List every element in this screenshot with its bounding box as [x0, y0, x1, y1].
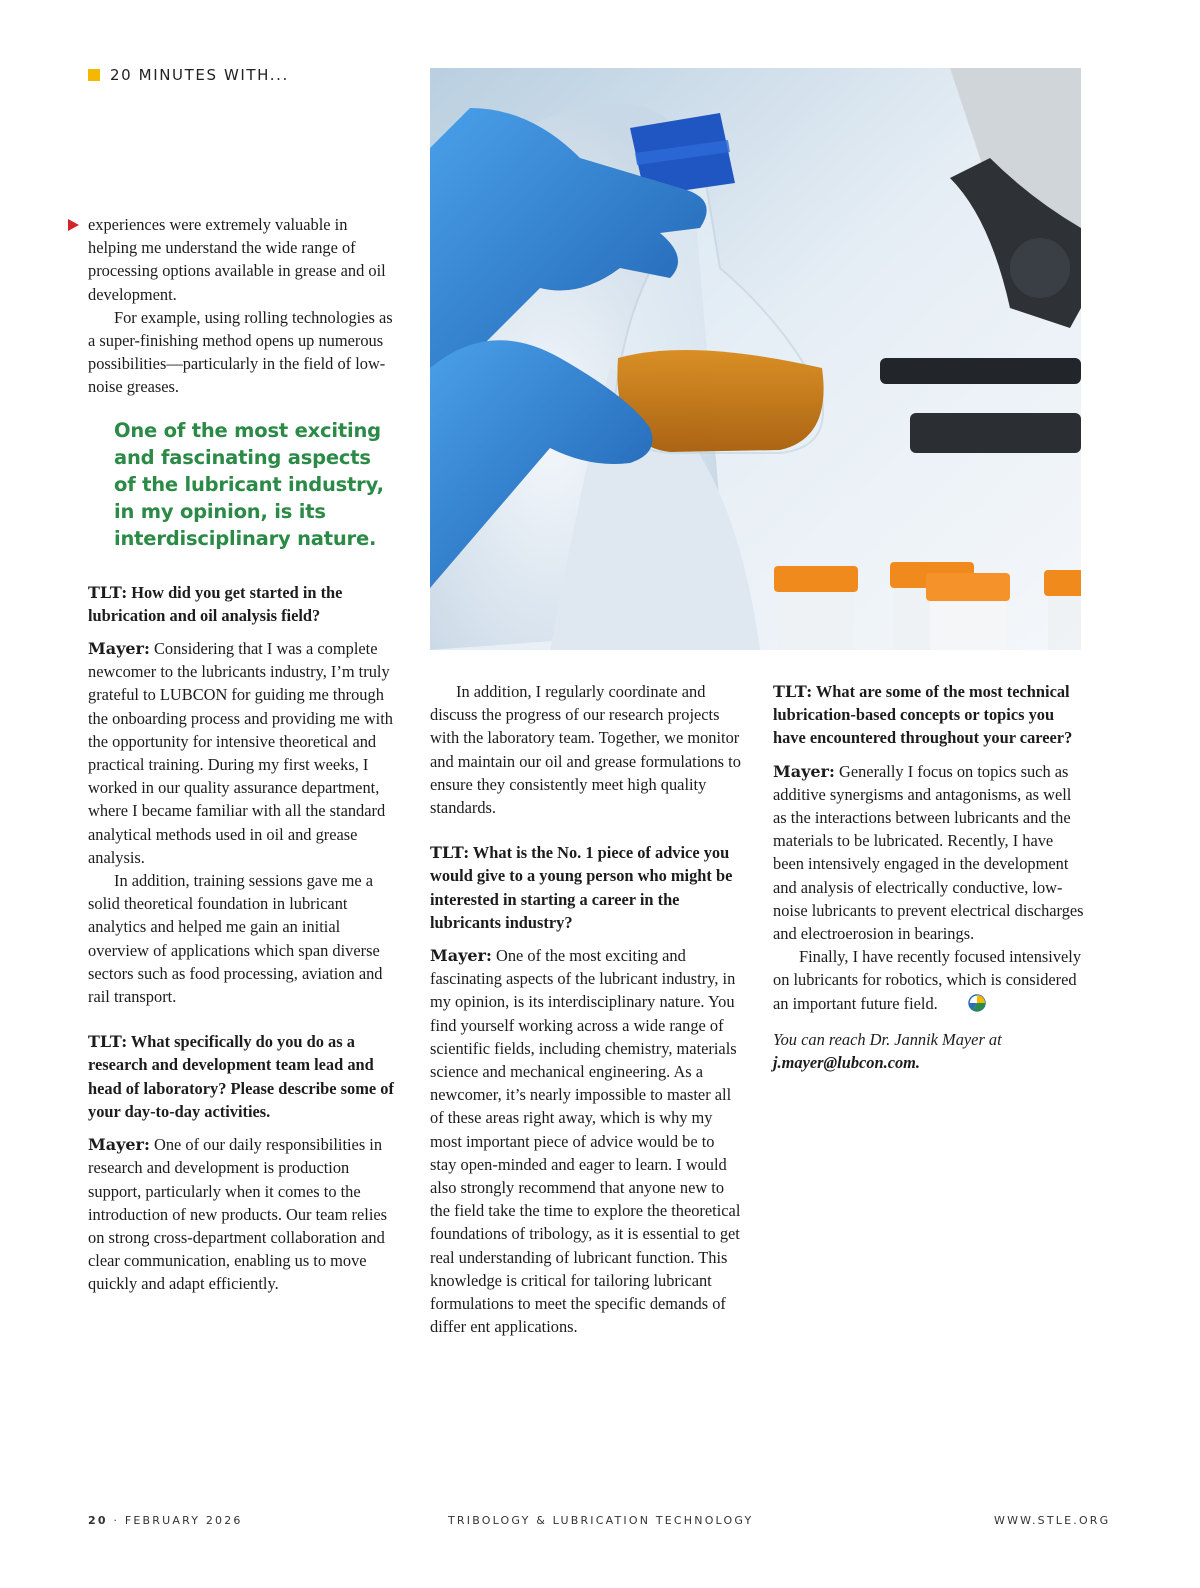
answer [88, 637, 400, 869]
answer [430, 944, 742, 1338]
magazine-name: TRIBOLOGY & LUBRICATION TECHNOLOGY [448, 1514, 754, 1527]
website-link[interactable]: WWW.STLE.ORG [994, 1514, 1111, 1527]
section-label-text: 20 MINUTES WITH... [110, 66, 289, 84]
lab-flask-photo [430, 68, 1081, 650]
question [430, 841, 742, 934]
question [773, 680, 1085, 750]
column-2 [430, 680, 742, 1338]
speaker-tlt: TLT: [430, 843, 470, 863]
paragraph: For example, using rolling technologies as a super-finishing method opens up numerous possibilities—particularly in the field of low-noise greases. [88, 307, 393, 397]
section-square-icon [88, 69, 100, 81]
section-label [88, 66, 289, 84]
speaker-mayer: Mayer: [773, 761, 835, 781]
answer-text: Generally I focus on topics such as additive synergisms and antagonisms, as well as the interactions between lubricants and the materials to be lubricated. Recently, I have been intensively engaged in the development and analysis of electrically conductive, low-noise lubricants to prevent electrical discharges and electroerosion in bearings. [773, 761, 1084, 944]
paragraph: In addition, I regularly coordinate and discuss the progress of our research projects with the laboratory team. Together, we monitor and maintain our oil and grease formulations to ensure they consistently meet high quality standards. [430, 682, 741, 818]
answer-text: One of our daily responsibilities in research and development is production support, particularly when it comes to the introduction of new products. Our team relies on strong cross-department collaboration and clear communication, enabling us to move quickly and adapt efficiently. [88, 1135, 388, 1294]
continued-arrow-icon [68, 219, 79, 231]
column-1 [88, 213, 400, 1296]
speaker-mayer: Mayer: [88, 1135, 150, 1155]
paragraph-text: Finally, I have recently focused intensively on lubricants for robotics, which is considered an important future field. [773, 947, 1082, 1013]
question [88, 581, 400, 627]
footer-left [88, 1514, 243, 1527]
speaker-tlt: TLT: [773, 682, 813, 701]
answer [88, 1133, 400, 1295]
answer-text: One of the most exciting and fascinating aspects of the lubricant industry, in my opinion, is its interdisciplinary nature. You find yourself working across a wide range of scientific fields, including chemistry, materials science and mechanical engineering. As a newcomer, it’s nearly impossible to master all of these areas right away, which is why my most important piece of advice would be to stay open-minded and eager to learn. I would also strongly recommend that anyone new to the field take the time to explore the theoretical foundations of tribology, as it is essential to get real understanding of lubricant function. This knowledge is critical for tailoring lubricant formulations to meet the specific demands of differ ent applications. [430, 946, 741, 1337]
contact-text: You can reach Dr. Jannik Mayer at [773, 1029, 1002, 1049]
answer-text: Considering that I was a complete newcomer to the lubricants industry, I’m truly grateful to LUBCON for guiding me through the onboarding process and providing me with the opportunity for intensive theoretical and practical training. During my first weeks, I worked in our quality assurance department, where I became familiar with all the standard analytical methods used in oil and grease analysis. [88, 639, 393, 867]
question-text: What specifically do you do as a research and development team lead and head of laboratory? Please describe some of your day-to-day activities. [88, 1032, 394, 1121]
contact-email[interactable]: j.mayer@lubcon.com. [773, 1053, 921, 1073]
speaker-tlt: TLT: [88, 1032, 128, 1052]
paragraph: In addition, training sessions gave me a solid theoretical foundation in lubricant analytics and helped me gain an initial overview of applications which span diverse sectors such as food processing, aviation and rail transport. [88, 871, 383, 1007]
issue-date: FEBRUARY 2026 [124, 1514, 243, 1527]
paragraph [773, 945, 1085, 1018]
speaker-mayer: Mayer: [430, 946, 492, 966]
page-number: 20 [88, 1514, 108, 1527]
speaker-mayer: Mayer: [88, 639, 150, 659]
question [88, 1030, 400, 1123]
question-text: What are some of the most technical lubrication-based concepts or topics you have encountered throughout your career? [773, 682, 1073, 748]
paragraph: experiences were extremely valuable in helping me understand the wide range of processing options available in grease and oil development. [88, 215, 386, 304]
column-3 [773, 680, 1085, 1074]
question-text: What is the No. 1 piece of advice you would give to a young person who might be interested in starting a career in the lubricants industry? [430, 843, 733, 932]
stle-end-mark-icon [942, 994, 986, 1018]
answer [773, 760, 1085, 946]
question-text: How did you get started in the lubrication and oil analysis field? [88, 582, 343, 625]
speaker-tlt: TLT: [88, 582, 128, 602]
footer-separator: · [113, 1514, 120, 1527]
pull-quote: One of the most exciting and fascinating aspects of the lubricant industry, in my opinion, is its interdisciplinary nature. [114, 419, 384, 550]
